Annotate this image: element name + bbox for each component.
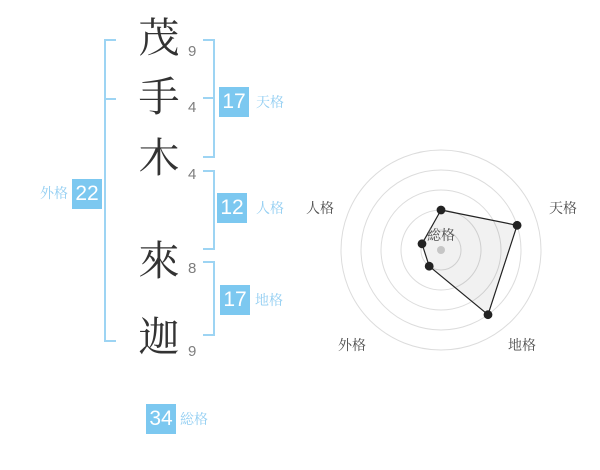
radar-point (425, 262, 434, 271)
gaikaku-label: 外格 (40, 186, 68, 202)
name-char: 手 (138, 73, 180, 121)
radar-point (513, 221, 522, 230)
name-char: 來 (138, 237, 180, 285)
name-char: 迦 (138, 313, 180, 361)
radar-point (418, 239, 427, 248)
chikaku-bracket-tick (203, 334, 215, 336)
jinkaku-label: 人格 (256, 201, 284, 217)
radar-polygon (422, 210, 517, 315)
radar-point (484, 310, 493, 319)
radar-chart (290, 105, 600, 370)
jinkaku-bracket-tick (203, 248, 215, 250)
gaikaku-bracket-tick (104, 98, 116, 100)
tenkaku-value-badge: 17 (219, 87, 249, 117)
tenkaku-bracket-tick (203, 39, 215, 41)
stroke-count: 9 (188, 343, 197, 360)
chikaku-bracket (213, 261, 215, 336)
tenkaku-bracket-tick (203, 156, 215, 158)
stroke-count: 4 (188, 166, 197, 183)
chikaku-bracket-tick (203, 261, 215, 263)
radar-axis-label: 人格 (306, 201, 334, 217)
soukaku-label: 総格 (180, 412, 208, 428)
radar-axis-label: 地格 (508, 338, 536, 354)
radar-axis-label: 外格 (338, 338, 366, 354)
name-char: 茂 (138, 14, 180, 62)
gaikaku-bracket (104, 39, 106, 342)
radar-axis-label: 天格 (549, 201, 577, 217)
chikaku-label: 地格 (255, 293, 283, 309)
name-char: 木 (138, 134, 180, 182)
gaikaku-bracket-tick (104, 39, 116, 41)
jinkaku-bracket-tick (203, 170, 215, 172)
jinkaku-bracket (213, 170, 215, 250)
chikaku-value-badge: 17 (220, 285, 250, 315)
gaikaku-value-badge: 22 (72, 179, 102, 209)
radar-axis-label: 総格 (427, 228, 455, 244)
stroke-count: 4 (188, 99, 197, 116)
stroke-count: 8 (188, 260, 197, 277)
soukaku-value-badge: 34 (146, 404, 176, 434)
jinkaku-value-badge: 12 (217, 193, 247, 223)
tenkaku-bracket-tick (203, 97, 215, 99)
radar-point (437, 206, 446, 215)
radar-center-dot (437, 246, 445, 254)
tenkaku-label: 天格 (256, 95, 284, 111)
gaikaku-bracket-tick (104, 340, 116, 342)
stroke-count: 9 (188, 43, 197, 60)
